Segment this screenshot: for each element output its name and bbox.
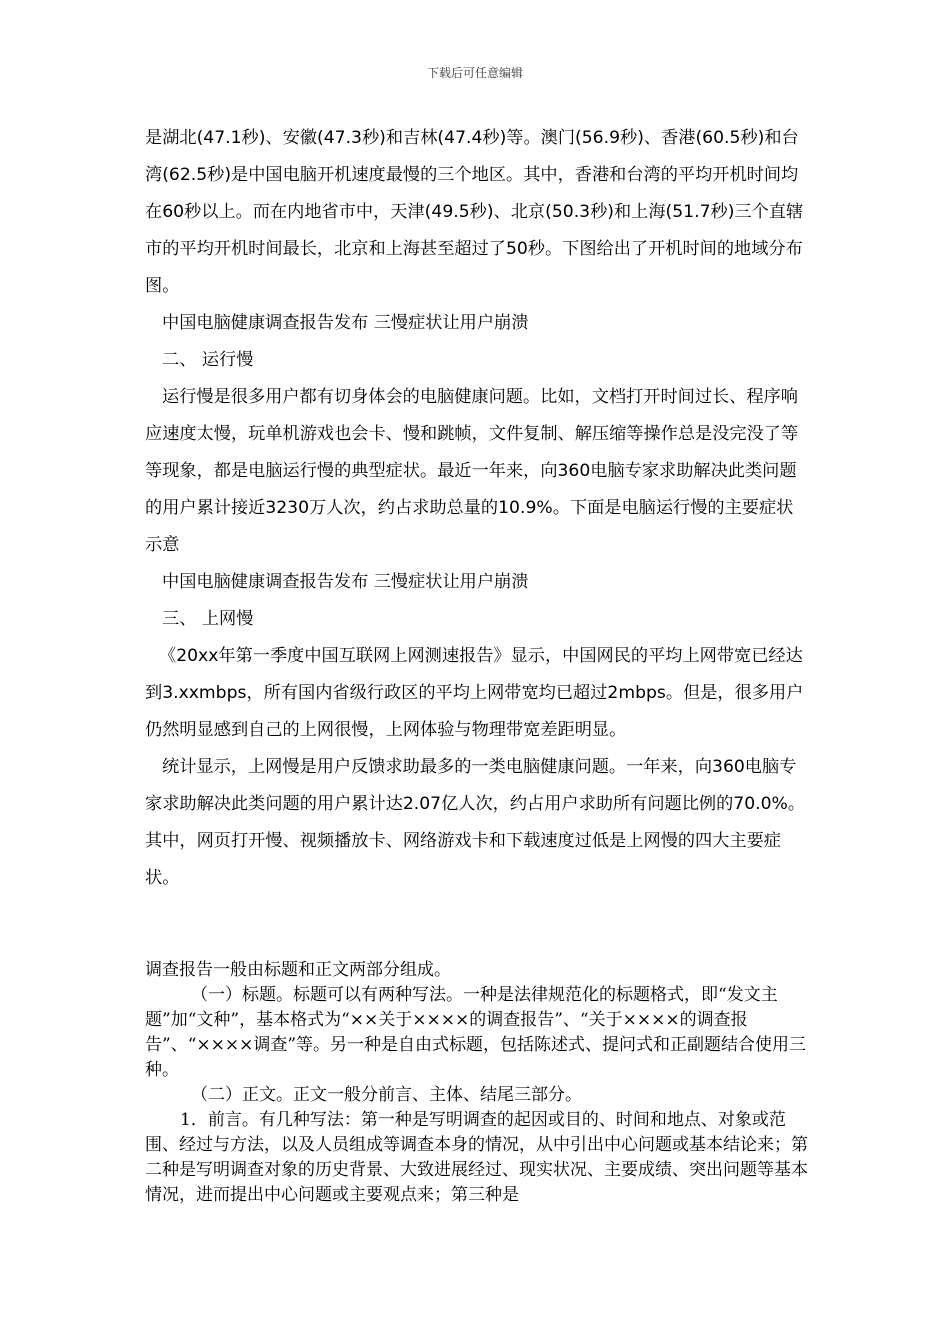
section-heading: 二、 运行慢 [162, 350, 254, 370]
paragraph: 运行慢是很多用户都有切身体会的电脑健康问题。比如，文档打开时间过长、程序响应速度太慢，玩单机游戏也会卡、慢和跳帧，文件复制、解压缩等操作总是没完没了等等现象，都是电脑运行慢的典型症状。最近一年来，向360电脑专家求助解决此类问题的用户累计接近3230万人次，约占求助总量的10.9%。下面是电脑运行慢的主要症状示意 [145, 387, 799, 555]
paragraph: 统计显示，上网慢是用户反馈求助最多的一类电脑健康问题。一年来，向360电脑专家求助解决此类问题的用户累计达2.07亿人次，约占用户求助所有问题比例的70.0%。其中，网页打开慢、视频播放卡、网络游戏卡和下载速度过低是上网慢的四大主要症状。 [145, 757, 806, 888]
page-header: 下载后可任意编辑 [426, 66, 523, 80]
section-heading: 三、 上网慢 [162, 609, 254, 629]
appendix-body [145, 958, 810, 1208]
report-body [145, 120, 810, 897]
figure-caption: 中国电脑健康调查报告发布 三慢症状让用户崩溃 [162, 313, 529, 333]
paragraph: 是湖北(47.1秒)、安徽(47.3秒)和吉林(47.4秒)等。澳门(56.9秒)、香港(60.5秒)和台湾(62.5秒)是中国电脑开机速度最慢的三个地区。其中，香港和台湾的平均开机时间均在60秒以上。而在内地省市中，天津(49.5秒)、北京(50.3秒)和上海(51.7秒)三个直辖市的平均开机时间最长，北京和上海甚至超过了50秒。下图给出了开机时间的地域分布图。 [145, 128, 804, 296]
paragraph: 1．前言。有几种写法：第一种是写明调查的起因或目的、时间和地点、对象或范围、经过与方法，以及人员组成等调查本身的情况，从中引出中心问题或基本结论来；第二种是写明调查对象的历史背景、大致进展经过、现实状况、主要成绩、突出问题等基本情况，进而提出中心问题或主要观点来；第三种是 [145, 1110, 808, 1205]
paragraph: 调查报告一般由标题和正文两部分组成。 [145, 960, 451, 980]
paragraph: （一）标题。标题可以有两种写法。一种是法律规范化的标题格式，即“发文主题”加“文种”，基本格式为“××关于××××的调查报告”、“关于××××的调查报告”、“××××调查”等。另一种是自由式标题，包括陈述式、提问式和正副题结合使用三种。 [145, 985, 807, 1080]
figure-caption: 中国电脑健康调查报告发布 三慢症状让用户崩溃 [162, 572, 529, 592]
paragraph: （二）正文。正文一般分前言、主体、结尾三部分。 [191, 1085, 582, 1105]
paragraph: 《20xx年第一季度中国互联网上网测速报告》显示，中国网民的平均上网带宽已经达到3.xxmbps，所有国内省级行政区的平均上网带宽均已超过2mbps。但是，很多用户仍然明显感到自己的上网很慢，上网体验与物理带宽差距明显。 [145, 646, 804, 740]
